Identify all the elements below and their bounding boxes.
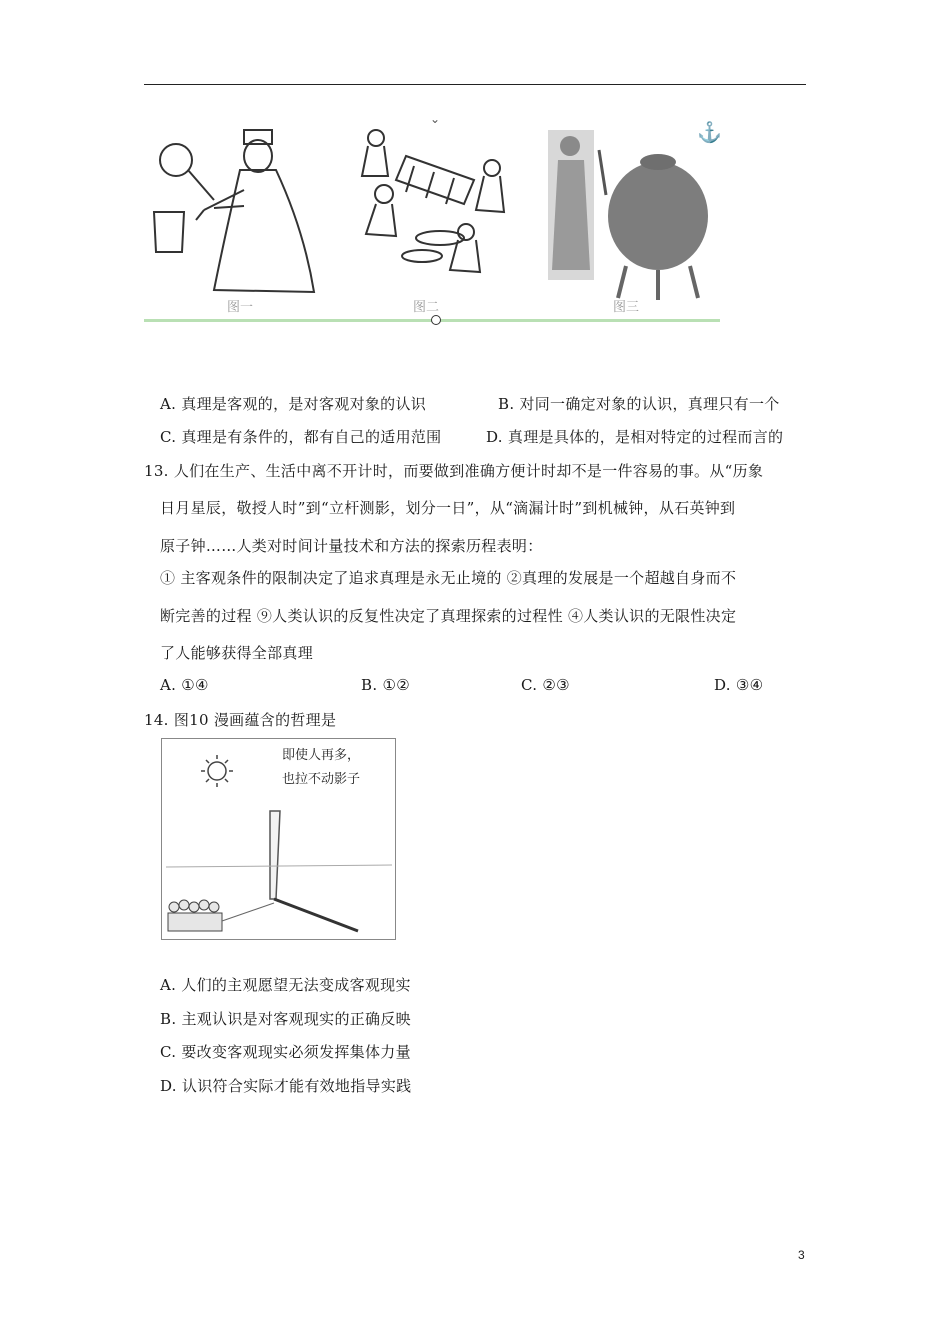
- horizon-line: [166, 865, 392, 867]
- crowd: [168, 900, 274, 931]
- figure-10-cartoon: [161, 738, 396, 940]
- pole: [270, 811, 280, 899]
- q14-option-b: B. 主观认识是对客观现实的正确反映: [160, 1010, 411, 1028]
- q12-option-c: C. 真理是有条件的，都有自己的适用范围: [160, 428, 442, 446]
- resize-handle[interactable]: [431, 315, 441, 325]
- figure-2-caption: 图二: [413, 300, 440, 315]
- q12-option-a: A. 真理是客观的，是对客观对象的认识: [160, 395, 427, 413]
- sun-icon: [201, 755, 233, 787]
- q13-option-b: B. ①②: [361, 676, 410, 694]
- q12-option-b: B. 对同一确定对象的认识，真理只有一个: [498, 395, 780, 413]
- q14-option-c: C. 要改变客观现实必须发挥集体力量: [160, 1043, 411, 1061]
- figure-3-caption: 图三: [613, 300, 640, 315]
- figure-3-illustration: [548, 130, 708, 300]
- cartoon-drawing: [162, 739, 395, 939]
- q13-item-line-2: 断完善的过程 ⑨人类认识的反复性决定了真理探索的过程性 ④人类认识的无限性决定: [160, 607, 737, 625]
- chevron-down-icon: ⌄: [430, 112, 441, 126]
- q12-option-d: D. 真理是具体的，是相对特定的过程而言的: [486, 428, 784, 446]
- shadow: [274, 899, 358, 931]
- page-number: 3: [798, 1248, 805, 1262]
- q14-stem: 14. 图10 漫画蕴含的哲理是: [144, 711, 337, 729]
- q14-option-d: D. 认识符合实际才能有效地指导实践: [160, 1077, 412, 1095]
- figure-1-caption: 图一: [227, 300, 254, 315]
- figure-row: [144, 120, 724, 325]
- figure-2-illustration: [362, 130, 504, 272]
- q13-stem-line-2: 日月星辰，敬授人时”到“立杆测影，划分一日”，从“滴漏计时”到机械钟，从石英钟到: [160, 499, 736, 517]
- q13-option-d: D. ③④: [714, 676, 764, 694]
- q13-option-c: C. ②③: [521, 676, 570, 694]
- q13-item-line-1: ① 主客观条件的限制决定了追求真理是永无止境的 ②真理的发展是一个超越自身而不: [160, 569, 737, 587]
- figure-1-illustration: [154, 130, 314, 292]
- cartoon-caption-line-2: 也拉不动影子: [282, 772, 361, 787]
- q13-option-a: A. ①④: [160, 676, 209, 694]
- anchor-icon[interactable]: ⚓: [697, 120, 722, 144]
- q13-stem-line-1: 13. 人们在生产、生活中离不开计时，而要做到准确方便计时却不是一件容易的事。从“历象: [144, 462, 764, 480]
- cartoon-caption-line-1: 即使人再多，: [282, 748, 361, 763]
- header-rule: [144, 84, 806, 85]
- q13-stem-line-3: 原子钟……人类对时间计量技术和方法的探索历程表明：: [160, 537, 543, 555]
- q13-item-line-3: 了人能够获得全部真理: [160, 644, 314, 662]
- q14-option-a: A. 人们的主观愿望无法变成客观现实: [160, 976, 411, 994]
